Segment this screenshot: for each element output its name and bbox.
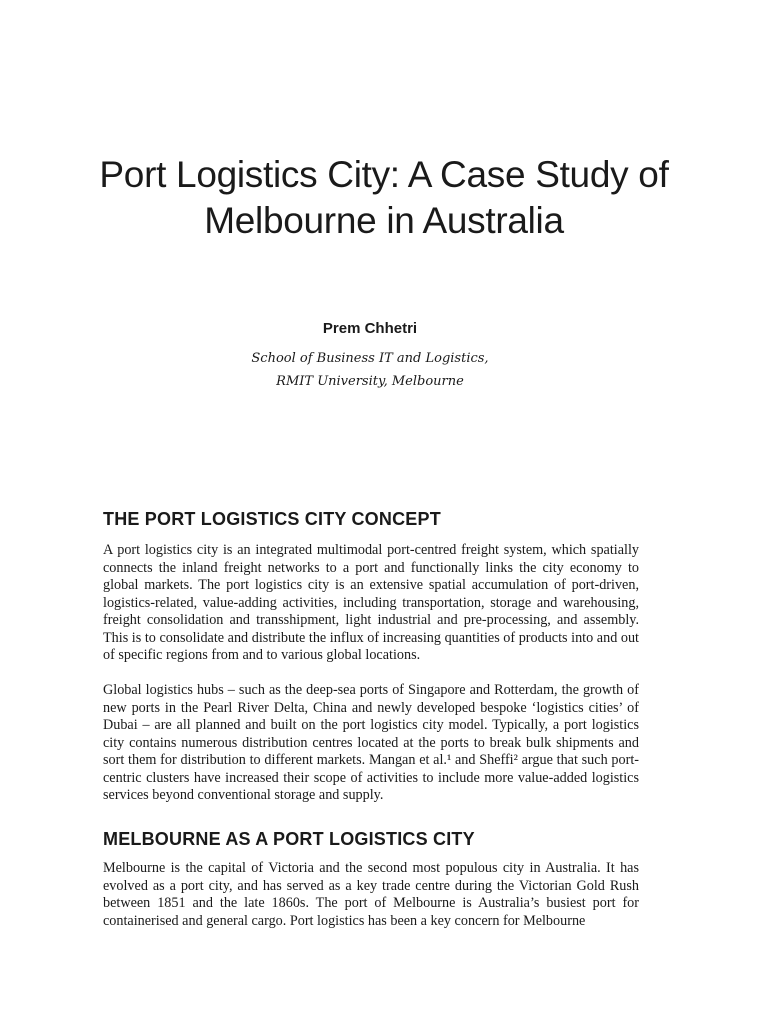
affiliation-line-2: RMIT University, Melbourne bbox=[276, 374, 464, 389]
author-name: Prem Chhetri bbox=[322, 320, 418, 337]
paragraph-concept-1: A port logistics city is an integrated multimodal port-centred freight system, which spatially connects the inland freight networks to a port and functionally links the city economy to global markets. The port logistics city is an extensive spatial accumulation of port-driven, logistics-related, value-adding activities, including transportation, storage and warehousing, freight consolidation and transshipment, light industrial and pre-processing, and assembly. This is to consolidate and distribute the influx of increasing quantities of products into and out of specific regions from and to various global locations. bbox=[103, 542, 639, 663]
paragraph-concept-2: Global logistics hubs – such as the deep-sea ports of Singapore and Rotterdam, the growth of new ports in the Pearl River Delta, China and newly developed bespoke ‘logistics cities’ of Dubai – are all planned and built on the port logistics city model. Typically, a port logistics city contains numerous distribution centres located at the ports to break bulk shipments and sort them for distribution to different markets. Mangan et al.¹ and Sheffi² argue that such port-centric clusters have increased their scope of activities to include more value-added logistics services beyond conventional storage and supply. bbox=[103, 682, 639, 803]
section-heading-concept: THE PORT LOGISTICS CITY CONCEPT bbox=[103, 509, 441, 529]
affiliation-line-1: School of Business IT and Logistics, bbox=[251, 351, 489, 366]
section-heading-melbourne: MELBOURNE AS A PORT LOGISTICS CITY bbox=[103, 829, 475, 849]
paragraph-melbourne-1: Melbourne is the capital of Victoria and the second most populous city in Australia. It has evolved as a port city, and has served as a key trade centre during the Victorian Gold Rush between 1851 and the late 1860s. The port of Melbourne is Australia’s busiest port for containerised and general cargo. Port logistics has been a key concern for Melbourne bbox=[103, 860, 639, 929]
document-title: Port Logistics City: A Case Study of Melbourne in Australia bbox=[99, 154, 669, 241]
